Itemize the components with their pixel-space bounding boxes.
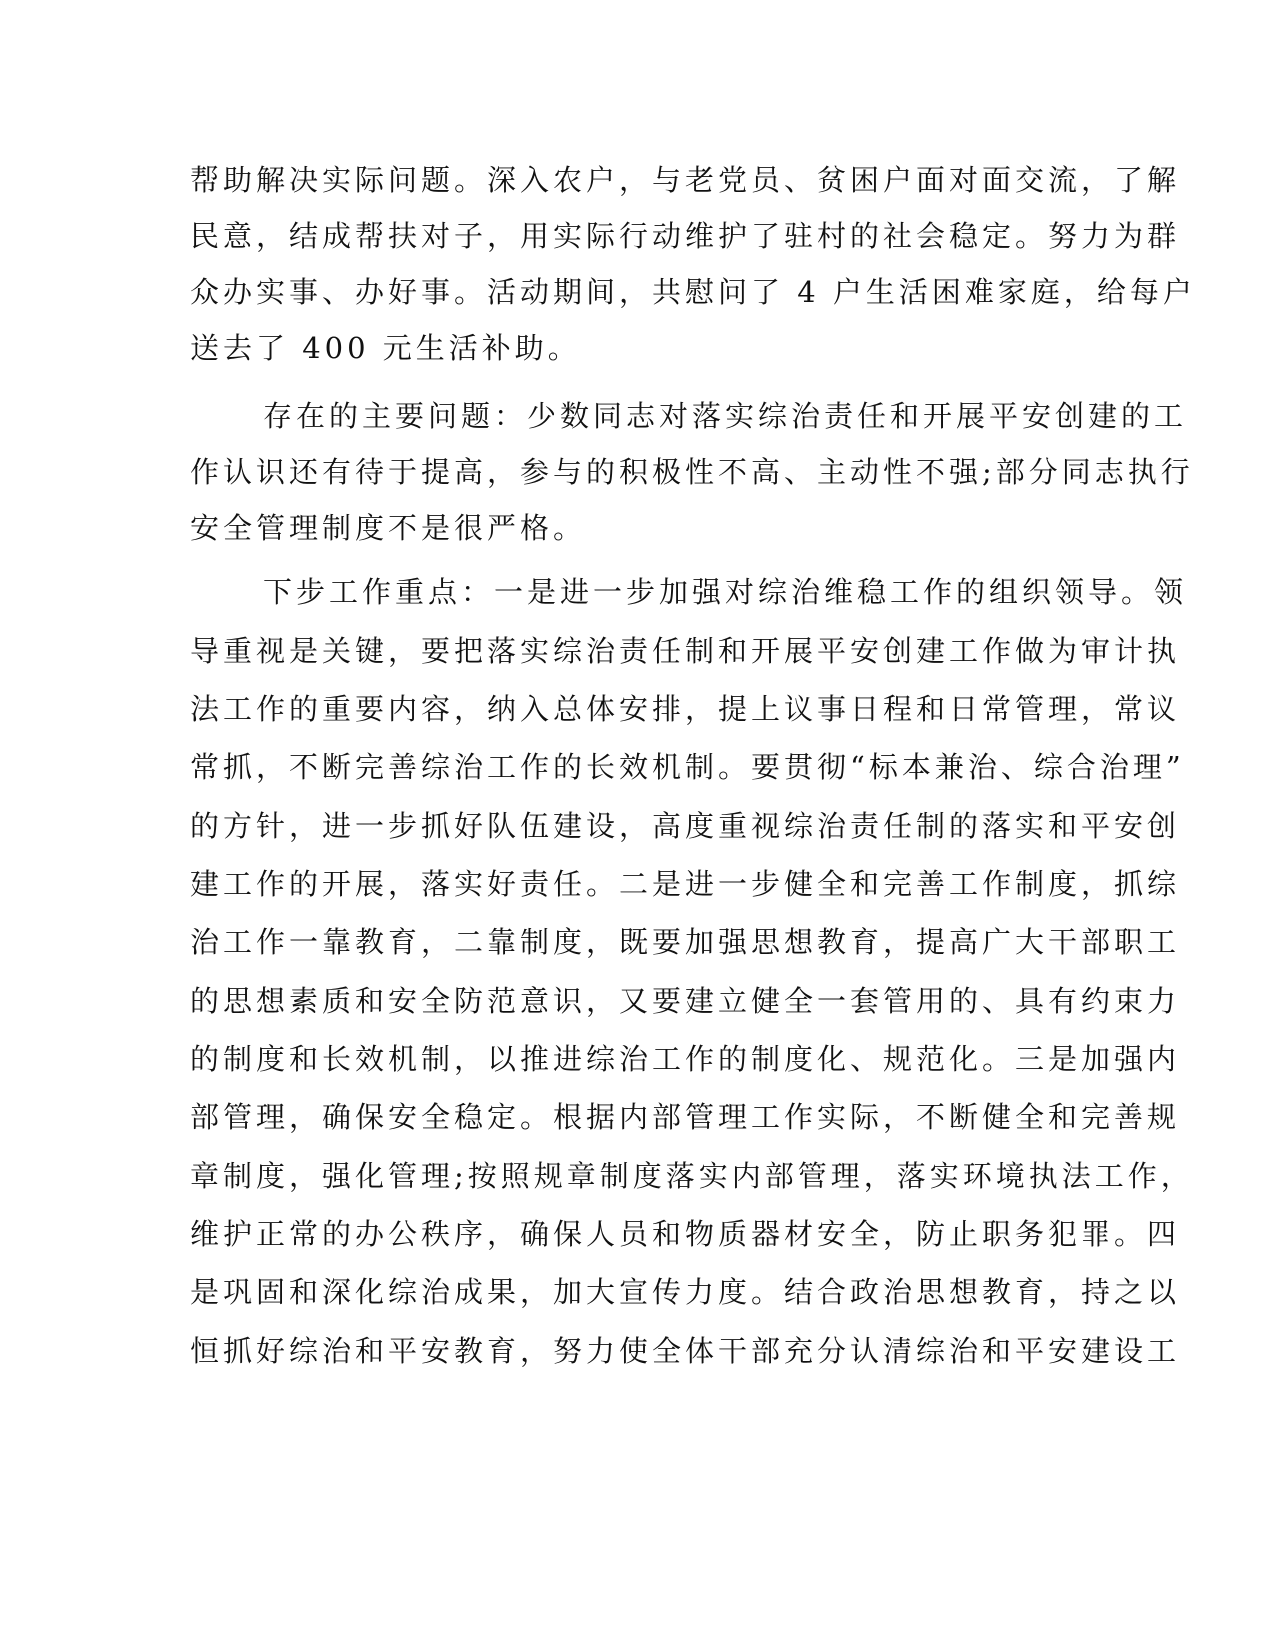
text-line: 安全管理制度不是很严格。 xyxy=(190,511,587,545)
text-line: 维护正常的办公秩序，确保人员和物质器材安全，防止职务犯罪。四 xyxy=(190,1217,1181,1251)
text-line: 的方针，进一步抓好队伍建设，高度重视综治责任制的落实和平安创 xyxy=(190,809,1181,843)
paragraph-start-line: 下步工作重点：一是进一步加强对综治维稳工作的组织领导。领 xyxy=(263,575,1188,609)
text-line: 法工作的重要内容，纳入总体安排，提上议事日程和日常管理，常议 xyxy=(190,692,1181,726)
text-line: 恒抓好综治和平安教育，努力使全体干部充分认清综治和平安建设工 xyxy=(190,1334,1181,1368)
paragraph-start-line: 存在的主要问题：少数同志对落实综治责任和开展平安创建的工 xyxy=(263,399,1188,433)
text-line: 部管理，确保安全稳定。根据内部管理工作实际，不断健全和完善规 xyxy=(190,1100,1181,1134)
text-line: 章制度，强化管理;按照规章制度落实内部管理，落实环境执法工作， xyxy=(190,1159,1194,1193)
text-line: 导重视是关键，要把落实综治责任制和开展平安创建工作做为审计执 xyxy=(190,634,1181,668)
text-line: 民意，结成帮扶对子，用实际行动维护了驻村的社会稳定。努力为群 xyxy=(190,219,1181,253)
text-line: 帮助解决实际问题。深入农户，与老党员、贫困户面对面交流，了解 xyxy=(190,163,1181,197)
text-line: 作认识还有待于提高，参与的积极性不高、主动性不强;部分同志执行 xyxy=(190,455,1194,489)
text-line: 的制度和长效机制，以推进综治工作的制度化、规范化。三是加强内 xyxy=(190,1042,1181,1076)
text-line: 是巩固和深化综治成果，加大宣传力度。结合政治思想教育，持之以 xyxy=(190,1275,1181,1309)
text-line: 治工作一靠教育，二靠制度，既要加强思想教育，提高广大干部职工 xyxy=(190,925,1181,959)
text-line: 众办实事、办好事。活动期间，共慰问了 4 户生活困难家庭，给每户 xyxy=(190,275,1196,309)
text-line: 送去了 400 元生活补助。 xyxy=(190,331,581,365)
text-line: 的思想素质和安全防范意识，又要建立健全一套管用的、具有约束力 xyxy=(190,984,1181,1018)
text-line: 建工作的开展，落实好责任。二是进一步健全和完善工作制度，抓综 xyxy=(190,867,1181,901)
text-line: 常抓，不断完善综治工作的长效机制。要贯彻“标本兼治、综合治理” xyxy=(190,750,1185,784)
